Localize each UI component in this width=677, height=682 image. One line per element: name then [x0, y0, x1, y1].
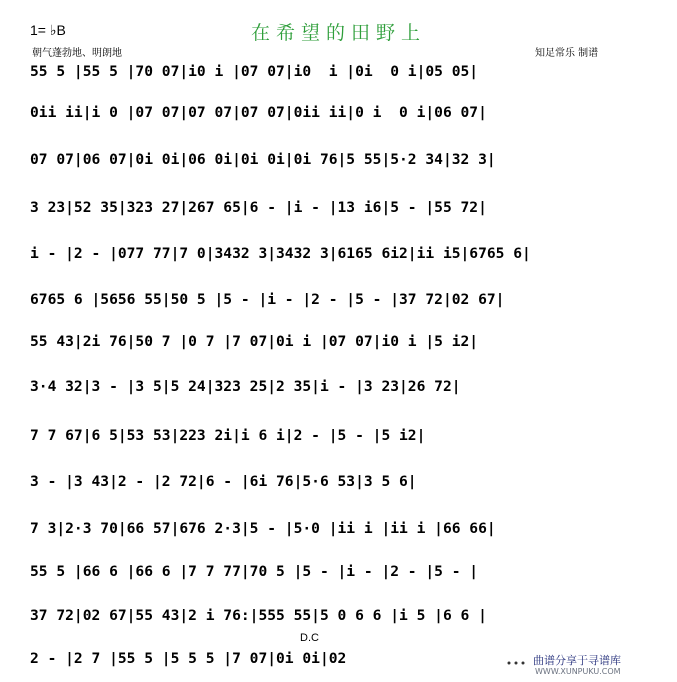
staff-line-3: 07 07|06 07|0i 0i|06 0i|0i 0i|0i 76|5 55|5·2 34|32 3| [30, 151, 496, 168]
score-author: 知足常乐 制谱 [535, 48, 599, 59]
staff-line-11: 7 3|2·3 70|66 57|676 2·3|5 - |5·0 |ii i |ii i |66 66| [30, 520, 496, 537]
staff-line-12: 55 5 |66 6 |66 6 |7 7 77|70 5 |5 - |i - |2 - |5 - | [30, 563, 479, 580]
staff-line-4: 3 23|52 35|323 27|267 65|6 - |i - |13 i6|5 - |55 72| [30, 199, 487, 216]
tempo-marking: 朝气蓬勃地、明朗地 [32, 48, 122, 59]
staff-line-10: 3 - |3 43|2 - |2 72|6 - |6i 76|5·6 53|3 5 6| [30, 473, 417, 490]
staff-line-5: i - |2 - |077 77|7 0|3432 3|3432 3|6165 6i2|ii i5|6765 6| [30, 245, 531, 262]
staff-line-2: 0ii ii|i 0 |07 07|07 07|07 07|0ii ii|0 i 0 i|06 07| [30, 104, 487, 121]
watermark [505, 650, 675, 680]
watermark-site: 曲谱分享于寻谱库 [533, 654, 621, 667]
staff-line-8: 3·4 32|3 - |3 5|5 24|323 25|2 35|i - |3 23|26 72| [30, 378, 461, 395]
staff-line-1: 55 5 |55 5 |70 07|i0 i |07 07|i0 i |0i 0 i|05 05| [30, 63, 479, 80]
staff-line-9: 7 7 67|6 5|53 53|223 2i|i 6 i|2 - |5 - |5 i2| [30, 427, 426, 444]
watermark-dots-icon [505, 656, 531, 670]
staff-line-6: 6765 6 |5656 55|50 5 |5 - |i - |2 - |5 - |37 72|02 67| [30, 291, 505, 308]
staff-line-13: 37 72|02 67|55 43|2 i 76:|555 55|5 0 6 6 |i 5 |6 6 | [30, 607, 487, 624]
da-capo-mark: D.C [300, 632, 319, 644]
staff-line-7: 55 43|2i 76|50 7 |0 7 |7 07|0i i |07 07|i0 i |5 i2| [30, 333, 479, 350]
key-signature: 1= ♭B [30, 22, 66, 38]
staff-line-14: 2 - |2 7 |55 5 |5 5 5 |7 07|0i 0i|02 [30, 650, 347, 667]
watermark-url: WWW.XUNPUKU.COM [535, 667, 621, 676]
song-title: 在希望的田野上 [250, 22, 426, 44]
